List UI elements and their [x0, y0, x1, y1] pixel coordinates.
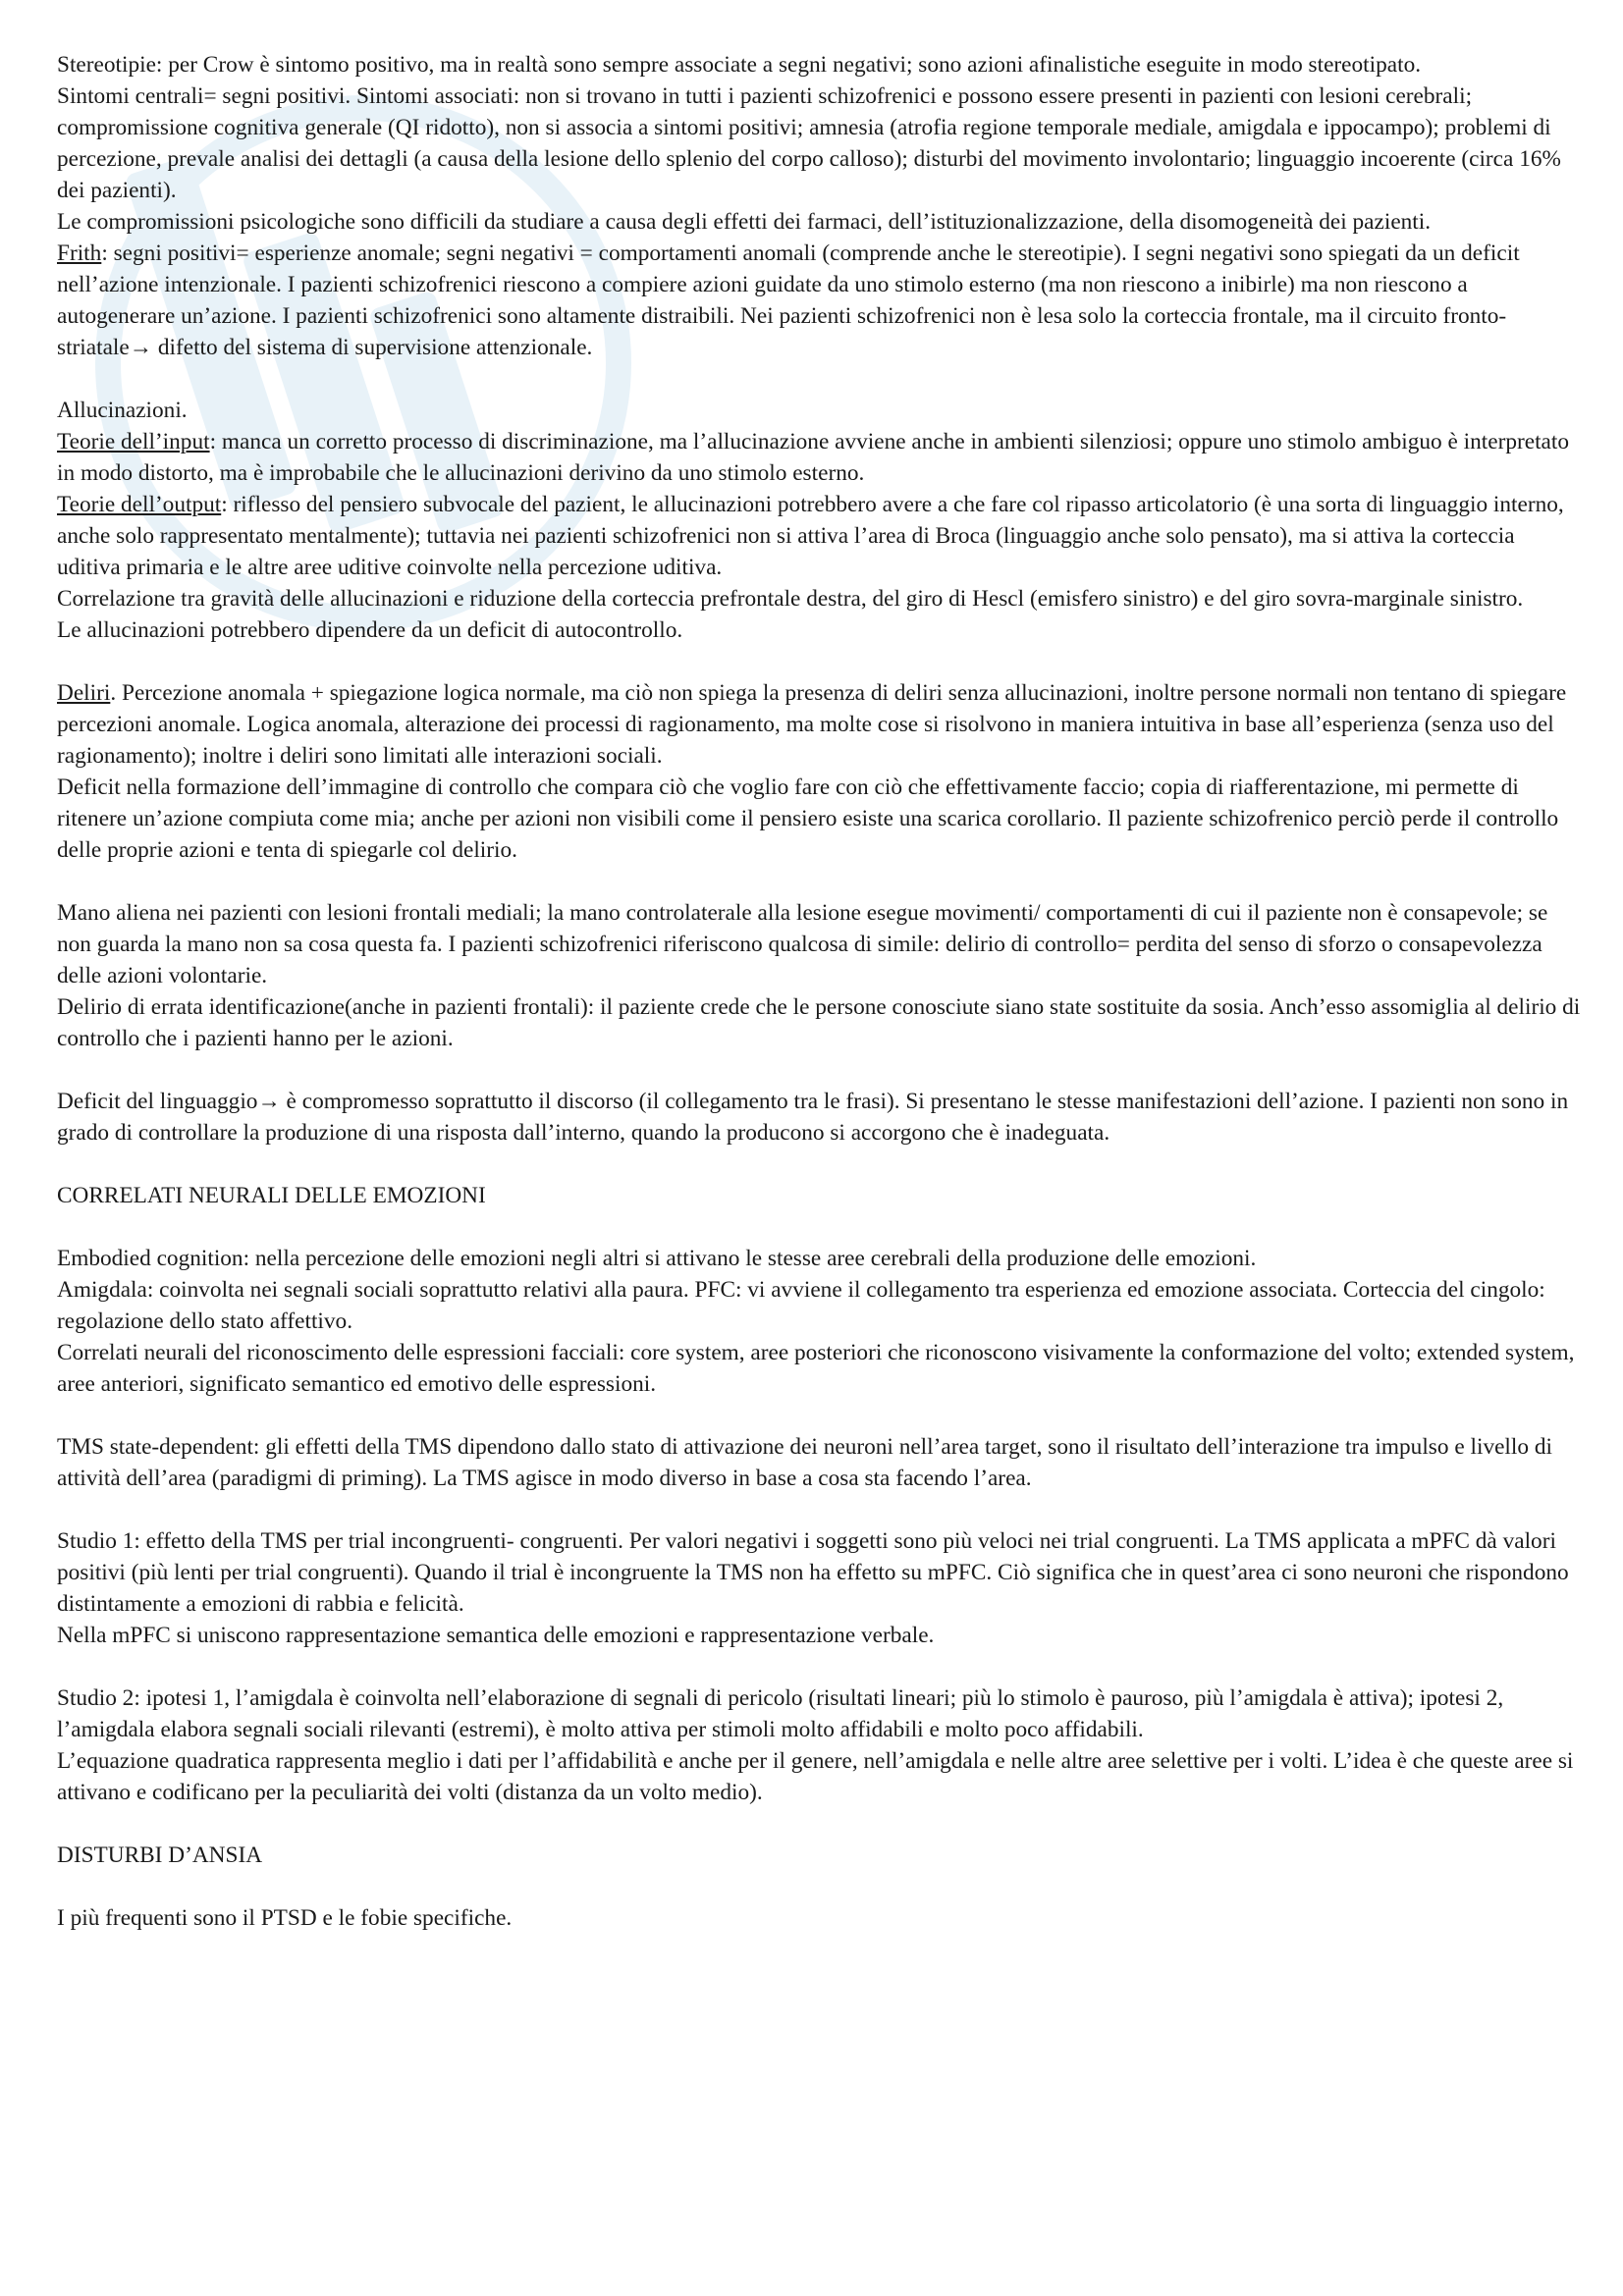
paragraph-mano-aliena: Mano aliena nei pazienti con lesioni frontali mediali; la mano controlaterale alla lesione esegue movimenti/ comportamenti di cui il paziente non è consapevole; se non guarda la mano non sa cosa questa fa. I pazienti schizofrenici riferiscono qualcosa di simile: delirio di controllo= perdita del senso di sforzo o consapevolezza delle azioni volontarie. [57, 900, 1548, 988]
paragraph-equazione: L’equazione quadratica rappresenta meglio i dati per l’affidabilità e anche per il genere, nell’amigdala e nelle altre aree selettive per i volti. L’idea è che queste aree si attivano e codificano per la peculiarità dei volti (distanza da un volto medio). [57, 1748, 1574, 1805]
paragraph-sintomi: Sintomi centrali= segni positivi. Sintomi associati: non si trovano in tutti i pazienti schizofrenici e possono essere presenti in pazienti con lesioni cerebrali; compromissione cognitiva generale (QI ridotto), non si associa a sintomi positivi; amnesia (atrofia regione temporale mediale, amigdala e ippocampo); problemi di percezione, prevale analisi dei dettagli (a causa della lesione dello splenio del corpo calloso); disturbi del movimento involontario; linguaggio incoerente (circa 16% dei pazienti). [57, 83, 1561, 203]
spacer [57, 646, 1581, 677]
teorie-input-text: : manca un corretto processo di discriminazione, ma l’allucinazione avviene anche in ambienti silenziosi; oppure uno stimolo ambiguo è interpretato in modo distorto, ma è improbabile che le allucinazioni derivino da uno stimolo esterno. [57, 429, 1570, 486]
paragraph-correlati-neurali: Correlati neurali del riconoscimento delle espressioni facciali: core system, aree posteriori che riconoscono visivamente la conformazione del volto; extended system, aree anteriori, significato semantico ed emotivo delle espressioni. [57, 1340, 1575, 1397]
paragraph-errata-identificazione: Delirio di errata identificazione(anche in pazienti frontali): il paziente crede che le persone conosciute siano state sostituite da sosia. Anch’esso assomiglia al delirio di controllo che i pazienti hanno per le azioni. [57, 994, 1581, 1051]
spacer [57, 1651, 1581, 1682]
paragraph-teorie-output [57, 489, 1581, 583]
teorie-output-label: Teorie dell’output [57, 492, 222, 517]
spacer [57, 1211, 1581, 1243]
spacer [57, 1054, 1581, 1086]
paragraph-teorie-input [57, 426, 1581, 489]
heading-emozioni: CORRELATI NEURALI DELLE EMOZIONI [57, 1183, 486, 1208]
deliri-label: Deliri [57, 680, 111, 706]
paragraph-mpfc: Nella mPFC si uniscono rappresentazione semantica delle emozioni e rappresentazione verbale. [57, 1623, 935, 1648]
spacer [57, 1494, 1581, 1525]
paragraph-deficit-controllo: Deficit nella formazione dell’immagine di controllo che compara ciò che voglio fare con ciò che effettivamente faccio; copia di riafferentazione, mi permette di ritenere un’azione compiuta come mia; anche per azioni non visibili come il pensiero esiste una scarica corollario. Il paziente schizofrenico perciò perde il controllo delle proprie azioni e tenta di spiegarle col delirio. [57, 774, 1559, 863]
paragraph-correlazione: Correlazione tra gravità delle allucinazioni e riduzione della corteccia prefrontale destra, del giro di Hescl (emisfero sinistro) e del giro sovra-marginale sinistro. [57, 586, 1524, 612]
paragraph-studio-2: Studio 2: ipotesi 1, l’amigdala è coinvolta nell’elaborazione di segnali di pericolo (risultati lineari; più lo stimolo è pauroso, più l’amigdala è attiva); ipotesi 2, l’amigdala elabora segnali sociali rilevanti (estremi), è molto attiva per stimoli molto affidabili e molto poco affidabili. [57, 1685, 1504, 1742]
document-body [57, 49, 1581, 1934]
paragraph-deliri [57, 677, 1581, 772]
frith-text: : segni positivi= esperienze anomale; segni negativi = comportamenti anomali (comprende anche le stereotipie). I segni negativi sono spiegati da un deficit nell’azione intenzionale. I pazienti schizofrenici riescono a compiere azioni guidate da uno stimolo esterno (ma non riescono a inibirle) ma non riescono a autogenerare un’azione. I pazienti schizofrenici sono altamente distraibili. Nei pazienti schizofrenici non è lesa solo la corteccia frontale, ma il circuito fronto-striatale→ difetto del sistema di supervisione attenzionale. [57, 240, 1520, 360]
paragraph-amigdala: Amigdala: coinvolta nei segnali sociali soprattutto relativi alla paura. PFC: vi avviene il collegamento tra esperienza ed emozione associata. Corteccia del cingolo: regolazione dello stato affettivo. [57, 1277, 1545, 1334]
paragraph-autocontrollo: Le allucinazioni potrebbero dipendere da un deficit di autocontrollo. [57, 617, 683, 643]
paragraph-tms: TMS state-dependent: gli effetti della TMS dipendono dallo stato di attivazione dei neuroni nell’area target, sono il risultato dell’interazione tra impulso e livello di attività dell’area (paradigmi di priming). La TMS agisce in modo diverso in base a cosa sta facendo l’area. [57, 1434, 1552, 1491]
paragraph-frith [57, 238, 1581, 363]
spacer [57, 866, 1581, 897]
paragraph-linguaggio: Deficit del linguaggio→ è compromesso soprattutto il discorso (il collegamento tra le frasi). Si presentano le stesse manifestazioni dell’azione. I pazienti non sono in grado di controllare la produzione di una risposta dall’interno, quando la producono si accorgono che è inadeguata. [57, 1089, 1569, 1146]
spacer [57, 1148, 1581, 1180]
heading-allucinazioni: Allucinazioni. [57, 398, 188, 423]
heading-disturbi-ansia: DISTURBI D’ANSIA [57, 1842, 263, 1868]
spacer [57, 1871, 1581, 1902]
spacer [57, 363, 1581, 395]
paragraph-embodied: Embodied cognition: nella percezione delle emozioni negli altri si attivano le stesse aree cerebrali della produzione delle emozioni. [57, 1246, 1257, 1271]
paragraph-stereotipie: Stereotipie: per Crow è sintomo positivo, ma in realtà sono sempre associate a segni negativi; sono azioni afinalistiche eseguite in modo stereotipato. [57, 52, 1422, 78]
paragraph-studio-1: Studio 1: effetto della TMS per trial incongruenti- congruenti. Per valori negativi i soggetti sono più veloci nei trial congruenti. La TMS applicata a mPFC dà valori positivi (più lenti per trial congruenti). Quando il trial è incongruente la TMS non ha effetto su mPFC. Ciò significa che in quest’area ci sono neuroni che rispondono distintamente a emozioni di rabbia e felicità. [57, 1528, 1569, 1617]
paragraph-compromissioni: Le compromissioni psicologiche sono difficili da studiare a causa degli effetti dei farmaci, dell’istituzionalizzazione, della disomogeneità dei pazienti. [57, 209, 1432, 235]
paragraph-ansia: I più frequenti sono il PTSD e le fobie specifiche. [57, 1905, 513, 1931]
spacer [57, 1400, 1581, 1431]
teorie-output-text: : riflesso del pensiero subvocale del pazient, le allucinazioni potrebbero avere a che fare col ripasso articolatorio (è una sorta di linguaggio interno, anche solo rappresentato mentalmente); tuttavia nei pazienti schizofrenici non si attiva l’area di Broca (linguaggio anche solo pensato), ma si attiva la corteccia uditiva primaria e le altre aree uditive coinvolte nella percezione uditiva. [57, 492, 1564, 580]
teorie-input-label: Teorie dell’input [57, 429, 210, 454]
deliri-text: . Percezione anomala + spiegazione logica normale, ma ciò non spiega la presenza di deliri senza allucinazioni, inoltre persone normali non tentano di spiegare percezioni anomale. Logica anomala, alterazione dei processi di ragionamento, ma molte cose si risolvono in maniera intuitiva in base all’esperienza (senza uso del ragionamento); inoltre i deliri sono limitati alle interazioni sociali. [57, 680, 1567, 769]
spacer [57, 1808, 1581, 1840]
frith-label: Frith [57, 240, 102, 266]
